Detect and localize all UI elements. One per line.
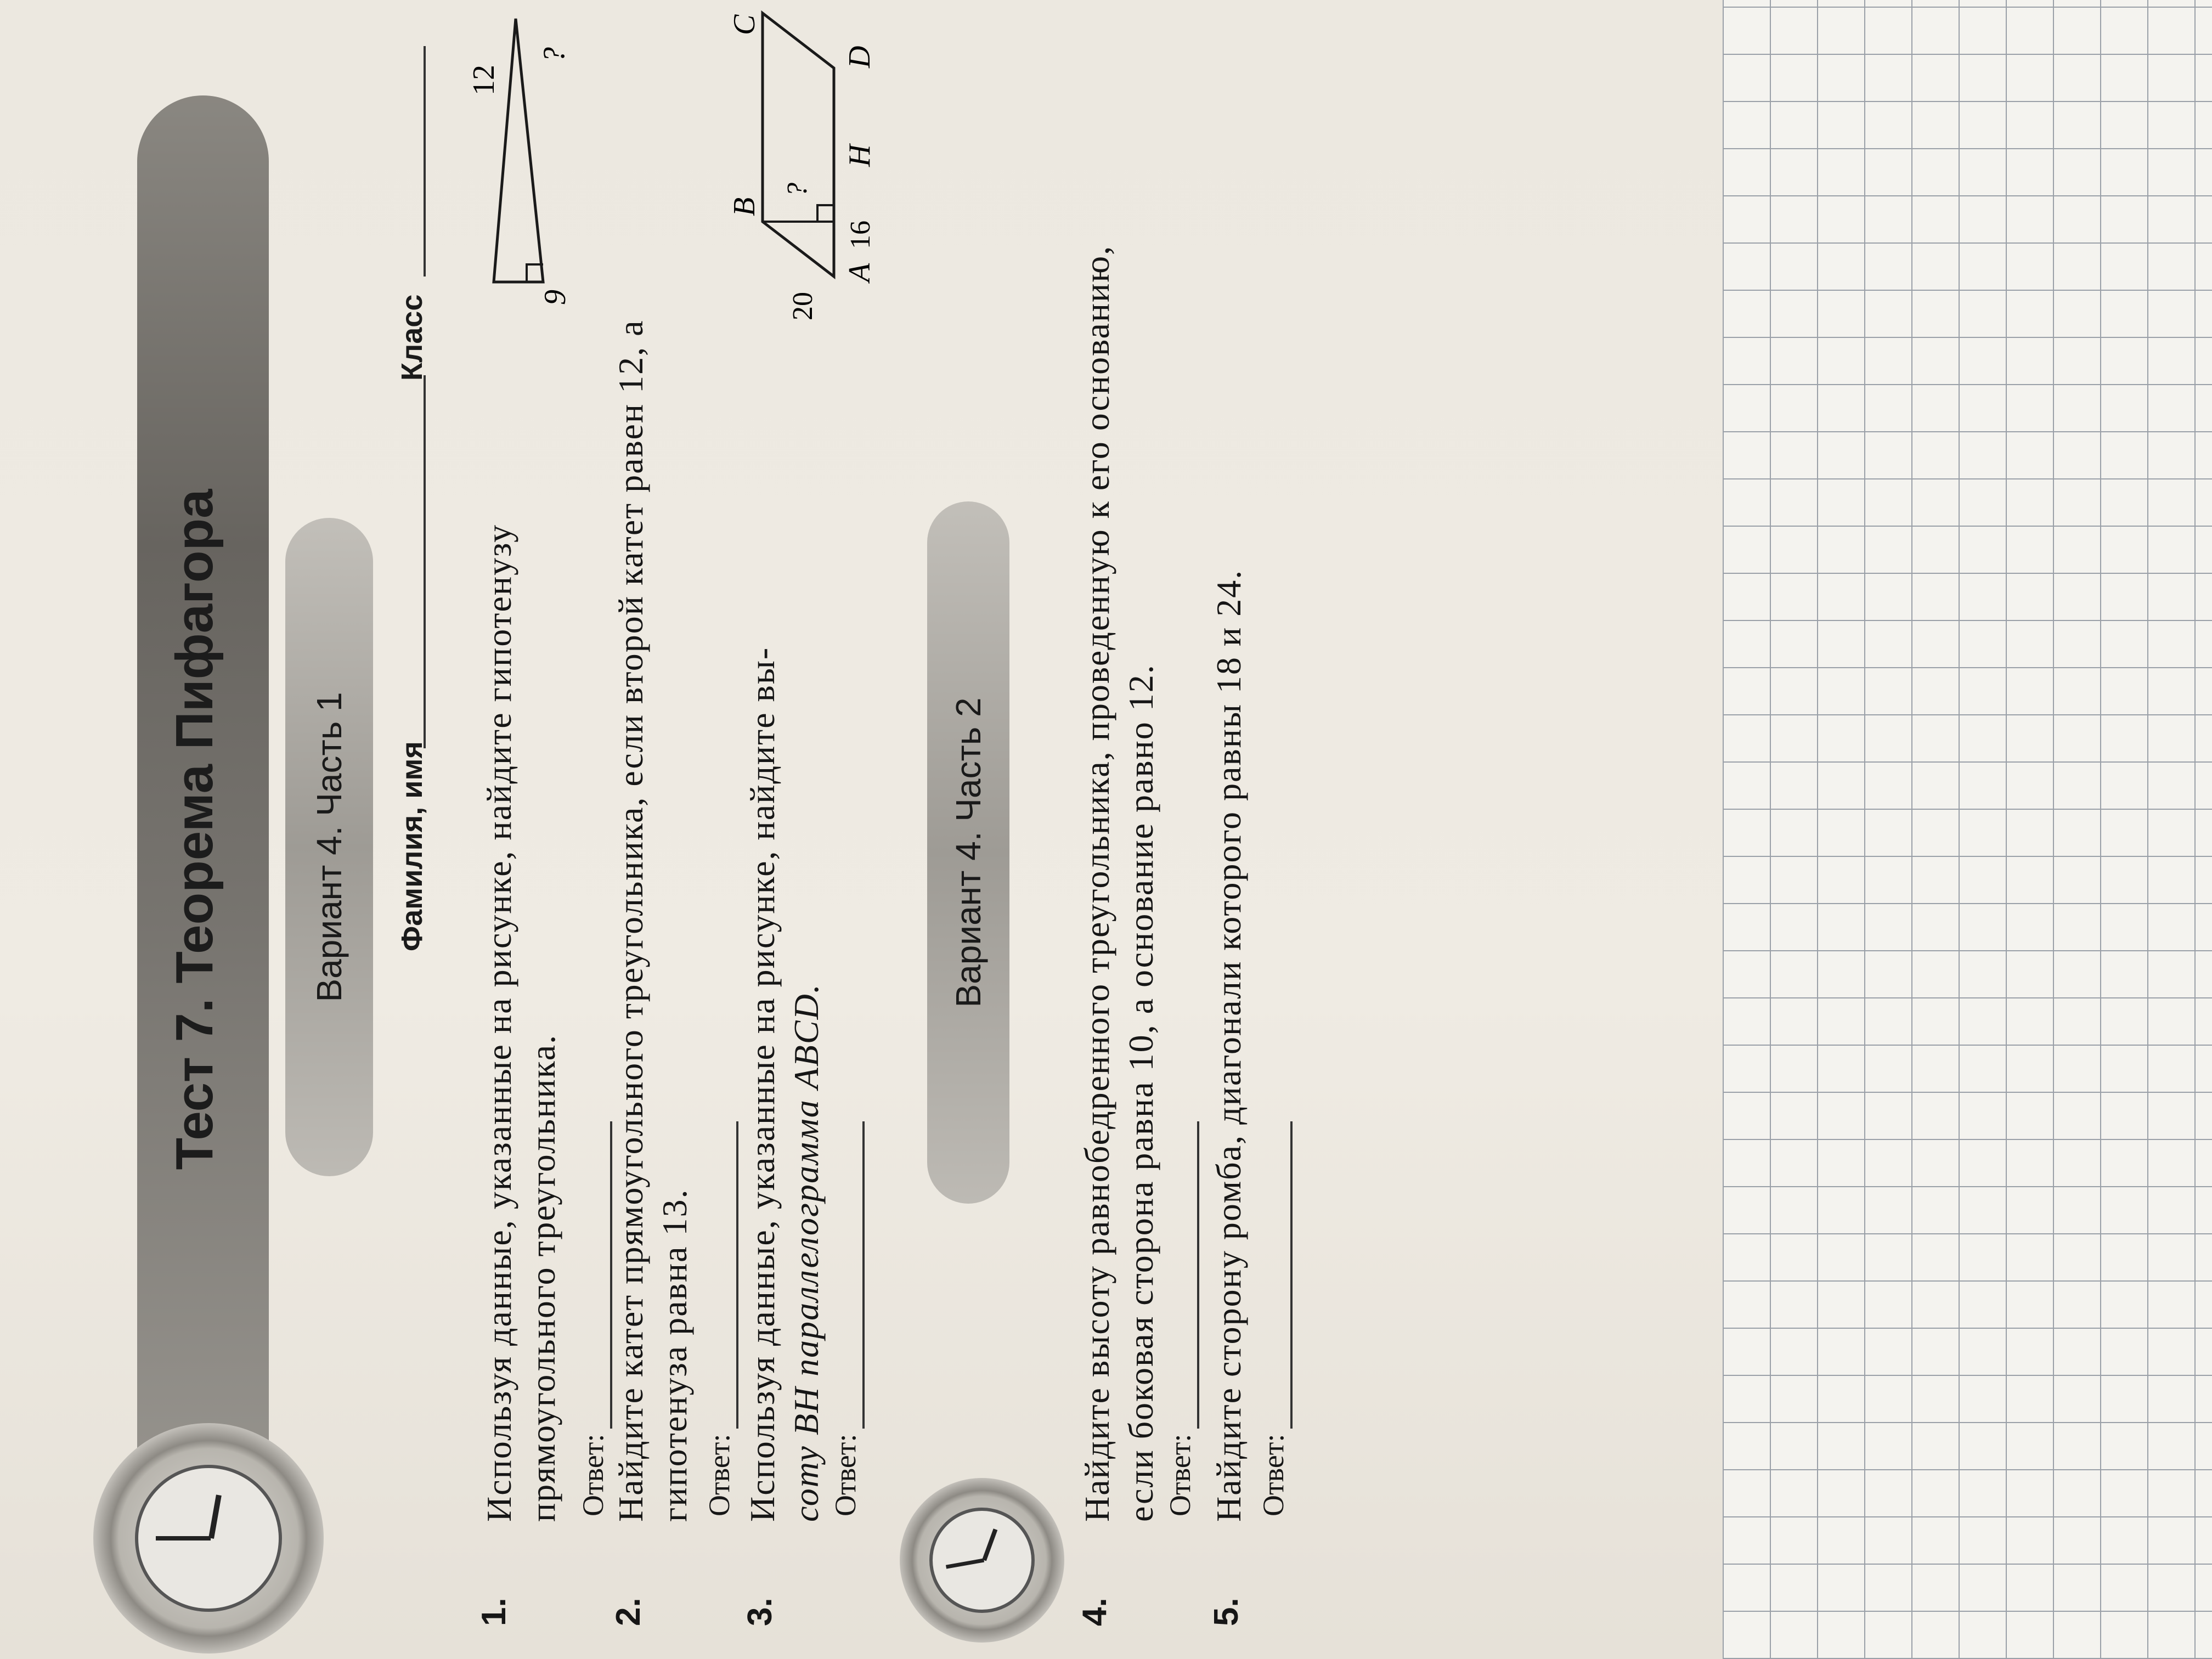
task-3-answer-field[interactable] [834, 1121, 865, 1429]
triangle-shape [494, 19, 543, 282]
task-1-text [477, 342, 565, 1522]
figure2-unknown: ? [782, 183, 813, 197]
clock-icon-small [900, 1478, 1064, 1643]
figure2-label-b: B [727, 197, 761, 216]
figure2-label-c: C [727, 14, 761, 35]
figure-parallelogram [727, 8, 883, 331]
figure2-segment-ah: 16 [845, 221, 876, 249]
task-4-line-1: Найдите высоту равнобедренного треугольника, проведенную к его основанию, [1077, 245, 1116, 1522]
task-4-line-2: если боковая сторона равна 10, а основание равно 12. [1121, 664, 1160, 1522]
graph-paper-sheet [1723, 0, 2212, 1659]
task-1-answer-label: Ответ: [577, 1434, 610, 1516]
name-label: Фамилия, имя [396, 741, 428, 951]
task-5-number: 5. [1207, 1598, 1245, 1626]
task-3-text [741, 342, 828, 1522]
class-field[interactable] [391, 46, 426, 276]
figure1-unknown: ? [537, 47, 571, 63]
figure2-label-h: H [843, 144, 877, 167]
task-4-text [1075, 13, 1163, 1522]
task-3-number: 3. [741, 1598, 779, 1626]
figure2-label-d: D [843, 46, 877, 68]
task-2-answer-field[interactable] [708, 1121, 738, 1429]
parallelogram-shape [763, 13, 834, 276]
figure1-leg-a: 9 [538, 290, 572, 305]
task-1-number: 1. [475, 1598, 513, 1626]
task-3-line-1: Используя данные, указанные на рисунке, найдите вы- [743, 646, 782, 1522]
task-2-text [609, 41, 697, 1522]
figure1-leg-b: 12 [467, 65, 501, 95]
height-right-angle [817, 205, 834, 222]
task-1-answer-field[interactable] [582, 1121, 612, 1429]
name-field[interactable] [391, 375, 426, 748]
task-2-line-1: Найдите катет прямоугольного треугольника, если второй катет равен 12, а [611, 319, 650, 1522]
test-title: Тест 7. Теорема Пифагора [165, 489, 224, 1170]
task-5-answer-label: Ответ: [1257, 1434, 1290, 1516]
variant-part1-label: Вариант 4. Часть 1 [309, 692, 349, 1002]
figure2-side-ab: 20 [787, 292, 819, 320]
task-3-line-2: соту BH параллелограмма ABCD. [787, 983, 826, 1522]
figure2-label-a: A [843, 263, 877, 282]
task-2-number: 2. [610, 1598, 647, 1626]
task-3-answer-label: Ответ: [829, 1434, 862, 1516]
task-4-answer-field[interactable] [1169, 1121, 1199, 1429]
task-5-line-1: Найдите сторону ромба, диагонали которого равны 18 и 24. [1209, 569, 1248, 1522]
task-5-answer-field[interactable] [1262, 1121, 1293, 1429]
task-2-answer-label: Ответ: [703, 1434, 736, 1516]
task-2-line-2: гипотенуза равна 13. [655, 1188, 694, 1522]
variant-part1-pill [285, 518, 373, 1176]
task-4-number: 4. [1076, 1598, 1114, 1626]
task-4-answer-label: Ответ: [1164, 1434, 1197, 1516]
variant-part2-label: Вариант 4. Часть 2 [949, 697, 988, 1008]
task-1-line-1: Используя данные, указанные на рисунке, найдите гипотенузу [479, 523, 518, 1522]
variant-part2-pill [927, 501, 1009, 1204]
task-1-line-2: прямоугольного треугольника. [523, 1034, 562, 1522]
task-5-text [1207, 41, 1251, 1522]
class-label: Класс [396, 294, 428, 381]
clock-icon [93, 1423, 324, 1654]
